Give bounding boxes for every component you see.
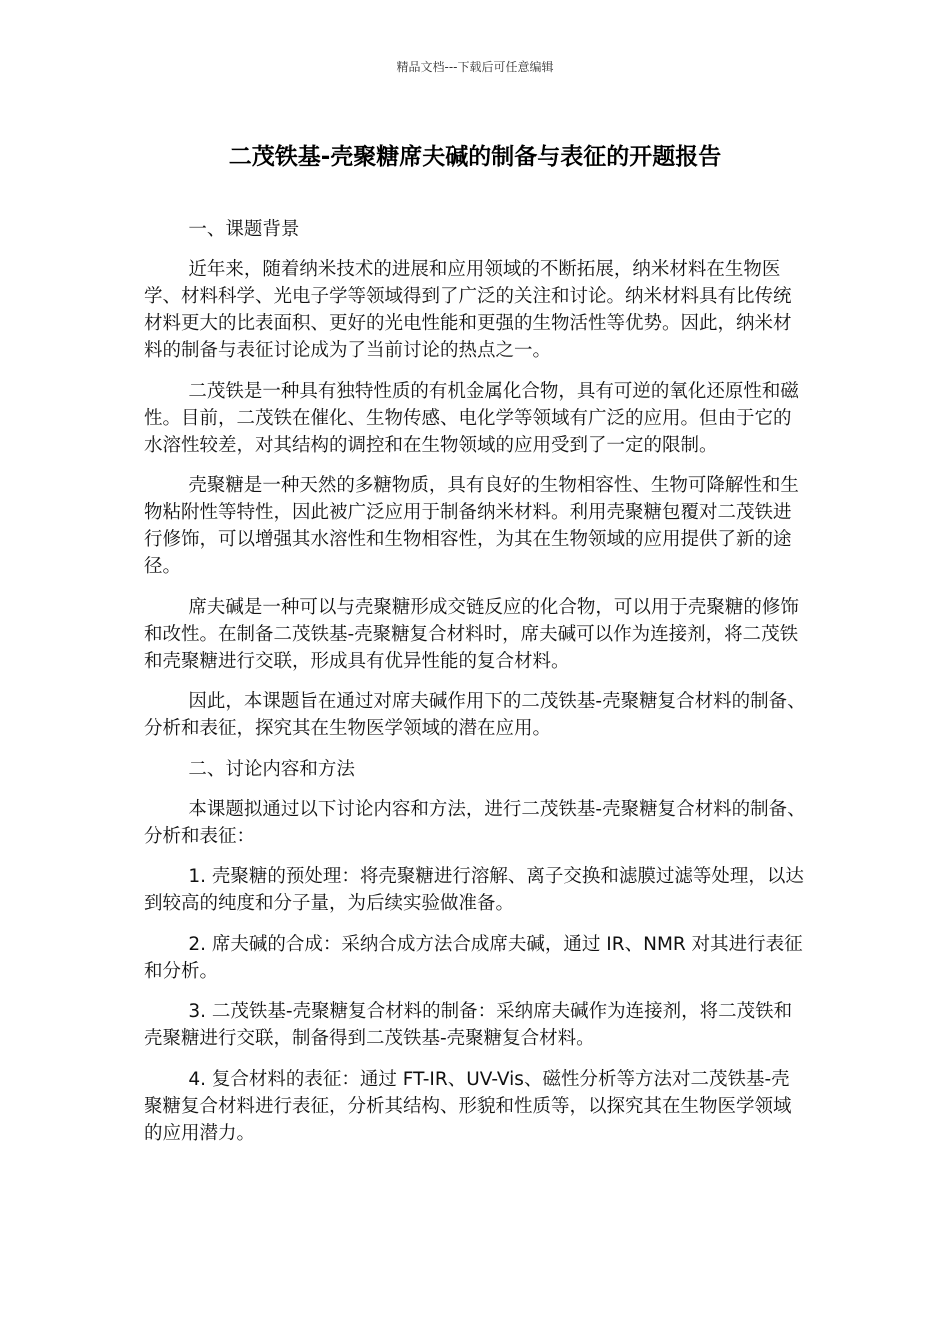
paragraph: 席夫碱是一种可以与壳聚糖形成交链反应的化合物，可以用于壳聚糖的修饰和改性。在制备二茂铁基-壳聚糖复合材料时，席夫碱可以作为连接剂，将二茂铁和壳聚糖进行交联，形成具有优异性能的复合材料。 (144, 596, 799, 672)
list-item: 2. 席夫碱的合成：采纳合成方法合成席夫碱，通过 IR、NMR 对其进行表征和分析。 (144, 933, 803, 982)
paragraph: 壳聚糖是一种天然的多糖物质，具有良好的生物相容性、生物可降解性和生物粘附性等特性，因此被广泛应用于制备纳米材料。利用壳聚糖包覆对二茂铁进行修饰，可以增强其水溶性和生物相容性，为其在生物领域的应用提供了新的途径。 (144, 475, 799, 577)
paragraph: 二茂铁是一种具有独特性质的有机金属化合物，具有可逆的氧化还原性和磁性。目前，二茂铁在催化、生物传感、电化学等领域有广泛的应用。但由于它的水溶性较差，对其结构的调控和在生物领域的应用受到了一定的限制。 (144, 380, 799, 456)
list-item: 4. 复合材料的表征：通过 FT-IR、UV-Vis、磁性分析等方法对二茂铁基-壳聚糖复合材料进行表征，分析其结构、形貌和性质等，以探究其在生物医学领域的应用潜力。 (144, 1068, 792, 1144)
section-heading-background: 一、课题背景 (188, 219, 300, 240)
paragraph: 近年来，随着纳米技术的进展和应用领域的不断拓展，纳米材料在生物医学、材料科学、光电子学等领域得到了广泛的关注和讨论。纳米材料具有比传统材料更大的比表面积、更好的光电性能和更强的生物活性等优势。因此，纳米材料的制备与表征讨论成为了当前讨论的热点之一。 (144, 259, 792, 361)
paragraph: 因此，本课题旨在通过对席夫碱作用下的二茂铁基-壳聚糖复合材料的制备、分析和表征，探究其在生物医学领域的潜在应用。 (144, 691, 806, 739)
document-title: 二茂铁基-壳聚糖席夫碱的制备与表征的开题报告 (228, 144, 722, 170)
section-heading-methods: 二、讨论内容和方法 (188, 758, 355, 780)
document-body (144, 216, 808, 1160)
list-item: 3. 二茂铁基-壳聚糖复合材料的制备：采纳席夫碱作为连接剂，将二茂铁和壳聚糖进行交联，制备得到二茂铁基-壳聚糖复合材料。 (144, 1001, 793, 1049)
list-item: 1. 壳聚糖的预处理：将壳聚糖进行溶解、离子交换和滤膜过滤等处理，以达到较高的纯度和分子量，为后续实验做准备。 (144, 866, 804, 914)
page-header: 精品文档---下载后可任意编辑 (396, 60, 554, 74)
paragraph: 本课题拟通过以下讨论内容和方法，进行二茂铁基-壳聚糖复合材料的制备、分析和表征： (144, 798, 806, 847)
